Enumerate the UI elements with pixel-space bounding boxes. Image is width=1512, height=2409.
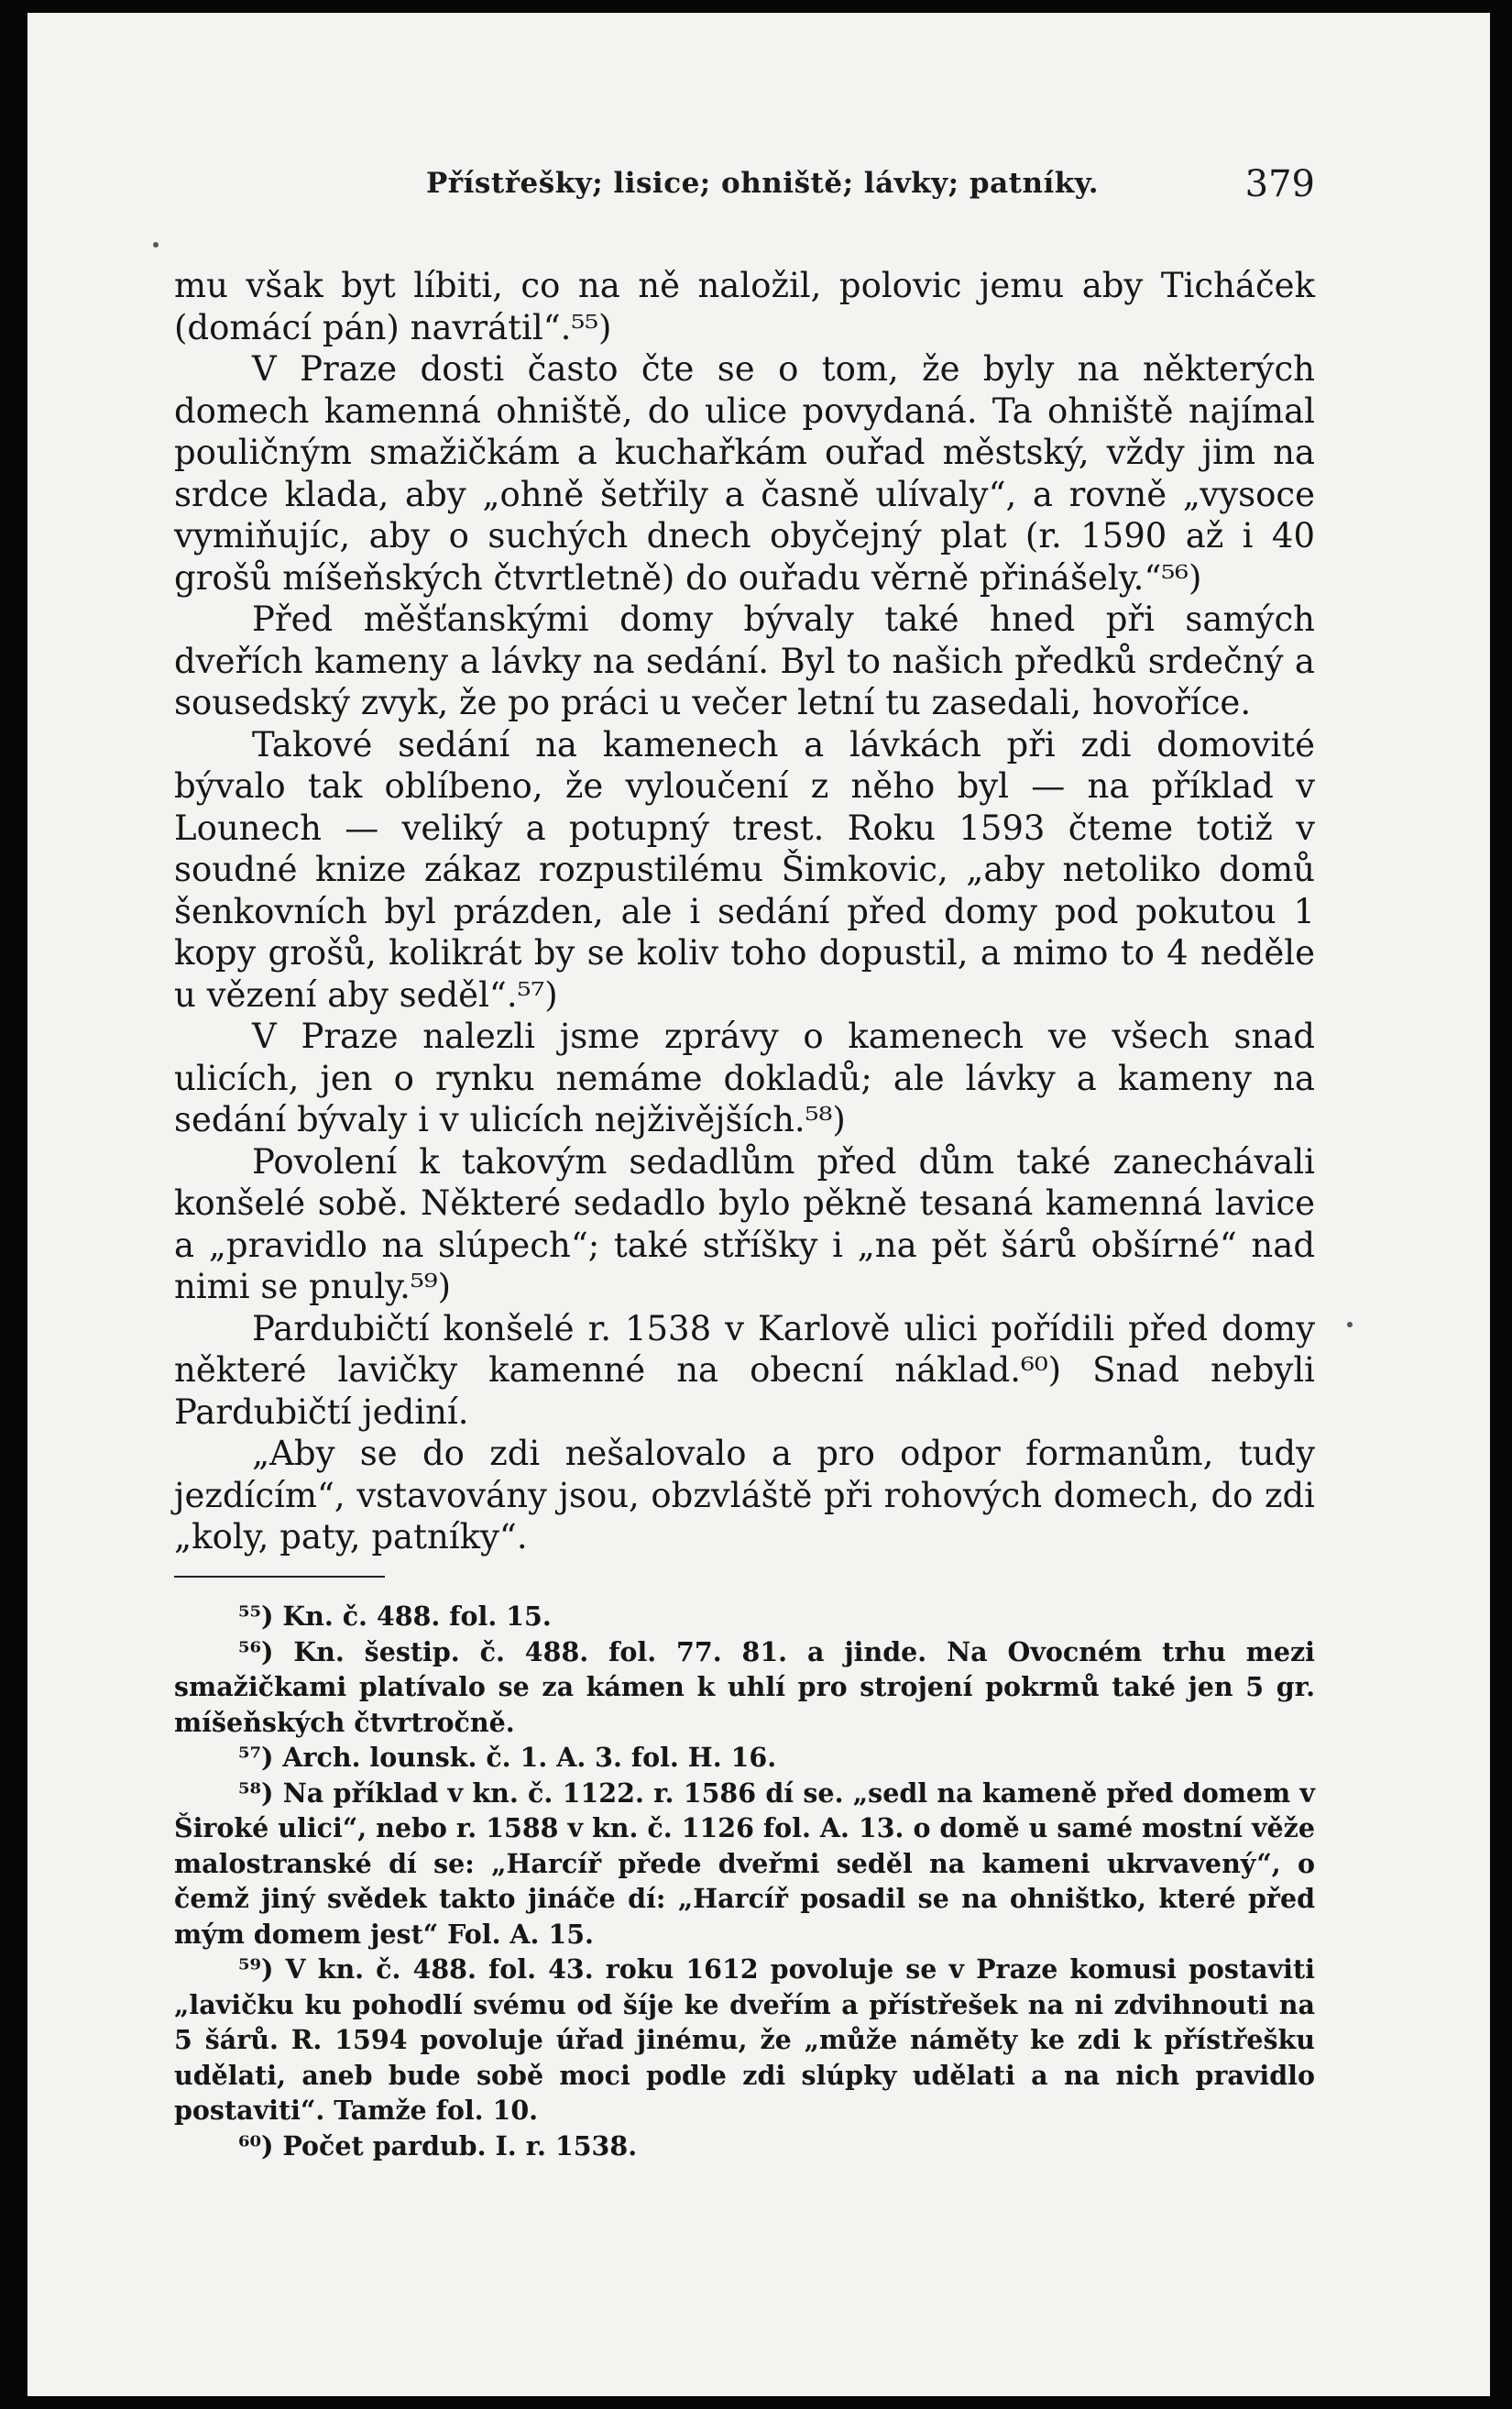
main-text (174, 265, 1315, 1558)
book-page (27, 13, 1490, 2396)
page-header (174, 160, 1315, 205)
paragraph: Povolení k takovým sedadlům před dům také zanechávali konšelé sobě. Některé sedadlo bylo pěkně tesaná kamenná lavice a „pravidlo na slúpech“; také stříšky i „na pět šárů obšírné“ nad nimi se pnuly.⁵⁹) (174, 1141, 1315, 1306)
footnote: ⁵⁶) Kn. šestip. č. 488. fol. 77. 81. a jinde. Na Ovocném trhu mezi smažičkami platívalo se za kámen k uhlí pro strojení pokrmů také jen 5 gr. míšeňských čtvrtročně. (174, 1635, 1315, 1738)
footnotes (174, 1599, 1315, 2163)
paragraph: V Praze nalezli jsme zprávy o kamenech ve všech snad ulicích, jen o rynku nemáme dokladů; ale lávky a kameny na sedání bývaly i v ulicích nejživějších.⁵⁸) (174, 1017, 1315, 1139)
footnote-separator (174, 1576, 385, 1578)
footnote: ⁵⁵) Kn. č. 488. fol. 15. (238, 1600, 552, 1632)
footnote: ⁵⁹) V kn. č. 488. fol. 43. roku 1612 povoluje se v Praze komusi postaviti „lavičku ku pohodlí svému od šíje ke dveřím a přístřešek na ni zdvihnouti na 5 šárů. R. 1594 povoluje úřad jinému, že „může náměty ke zdi k přístřešku udělati, aneb bude sobě moci podle zdi slúpky udělati a na nich pravidlo postaviti“. Tamže fol. 10. (174, 1953, 1315, 2126)
paragraph: mu však byt líbiti, co na ně naložil, polovic jemu aby Ticháček (domácí pán) navrátil“.⁵⁵) (174, 266, 1315, 347)
paragraph: Před měšťanskými domy bývaly také hned při samých dveřích kameny a lávky na sedání. Byl to našich předků srdečný a sousedský zvyk, že po práci u večer letní tu zasedali, hovoříce. (174, 600, 1315, 722)
running-head: Přístřešky; lisice; ohniště; lávky; patníky. (426, 167, 1100, 200)
paragraph: V Praze dosti často čte se o tom, že byly na některých domech kamenná ohniště, do ulice povydaná. Ta ohniště najímal pouličným smažičkám a kuchařkám ouřad městský, vždy jim na srdce klada, aby „ohně šetřily a časně ulívaly“, a rovně „vysoce vymiňujíc, aby o suchých dnech obyčejný plat (r. 1590 až i 40 grošů míšeňských čtvrtletně) do ouřadu věrně přinášely.“⁵⁶) (174, 349, 1315, 598)
footnote: ⁶⁰) Počet pardub. I. r. 1538. (238, 2129, 638, 2162)
footnote: ⁵⁸) Na příklad v kn. č. 1122. r. 1586 dí se. „sedl na kameně před domem v Široké ulici“, nebo r. 1588 v kn. č. 1126 fol. A. 13. o domě u samé mostní věže malostranské dí se: „Harcíř přede dveřmi seděl na kameni ukrvavený“, o čemž jiný svědek takto jináče dí: „Harcíř posadil se na ohništko, které před mým domem jest“ Fol. A. 15. (174, 1776, 1315, 1950)
print-speck (1347, 1322, 1353, 1327)
paragraph: Pardubičtí konšelé r. 1538 v Karlově ulici pořídili před domy některé lavičky kamenné na obecní náklad.⁶⁰) Snad nebyli Pardubičtí jediní. (174, 1308, 1315, 1432)
page-number: 379 (1244, 163, 1315, 205)
print-speck (153, 242, 159, 248)
footnote: ⁵⁷) Arch. lounsk. č. 1. A. 3. fol. H. 16. (238, 1742, 777, 1773)
paragraph: „Aby se do zdi nešalovalo a pro odpor formanům, tudy jezdícím“, vstavovány jsou, obzvláště při rohových domech, do zdi „koly, paty, patníky“. (174, 1434, 1315, 1556)
paragraph: Takové sedání na kamenech a lávkách při zdi domovité bývalo tak oblíbeno, že vyloučení z něho byl — na příklad v Lounech — veliký a potupný trest. Roku 1593 čteme totiž v soudné knize zákaz rozpustilému Šimkovic, „aby netoliko domů šenkovních byl prázden, ale i sedání před domy pod pokutou 1 kopy grošů, kolikrát by se koliv toho dopustil, a mimo to 4 neděle u vězení aby seděl“.⁵⁷) (174, 724, 1315, 1015)
